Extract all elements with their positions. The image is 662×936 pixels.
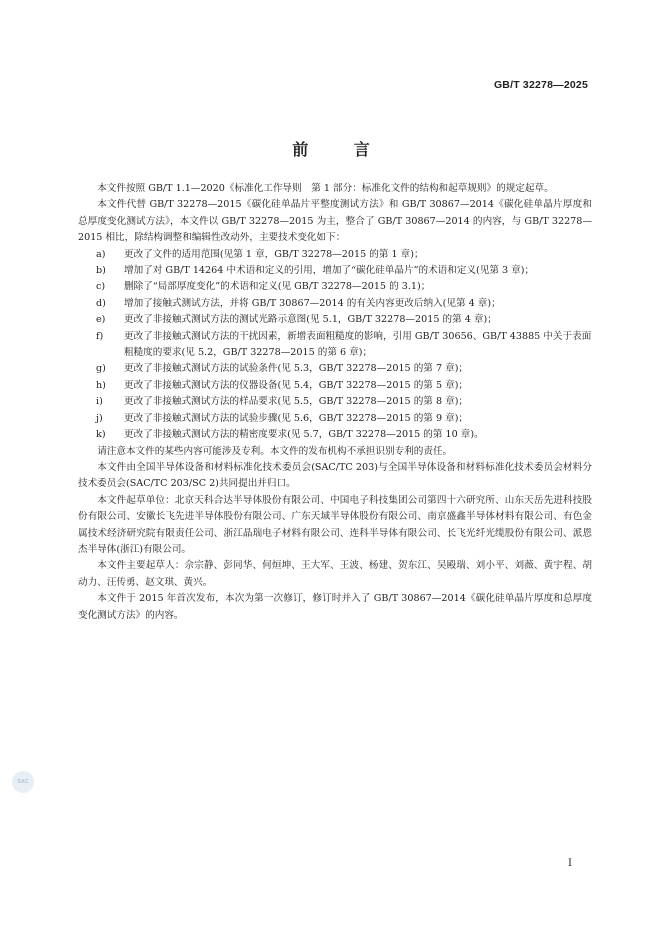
paragraph: 本文件代替 GB/T 32278—2015《碳化硅单晶片平整度测试方法》和 GB/T 30867—2014《碳化硅单晶片厚度和总厚度变化测试方法》，本文件以 GB/T 32278—2015 为主，整合了 GB/T 30867—2014 的内容，与 GB/T 32278—2015 相比，除结构调整和编辑性改动外，主要技术变化如下： — [78, 199, 592, 244]
list-item-text: 更改了非接触式测试方法的仪器设备(见 5.4，GB/T 32278—2015 的第 5 章)； — [124, 379, 469, 391]
list-item — [78, 411, 592, 427]
page-number: I — [568, 858, 572, 869]
list-item — [78, 247, 592, 263]
changes-list — [78, 247, 592, 444]
list-marker: a) — [96, 248, 106, 260]
list-marker: i) — [96, 396, 103, 408]
list-item — [78, 329, 592, 362]
list-marker: b) — [96, 265, 106, 277]
page-title: 前 言 — [292, 140, 390, 159]
list-marker: d) — [96, 297, 106, 309]
paragraph: 本文件主要起草人：佘宗静、彭同华、何烜坤、王大军、王波、杨建、贺东江、吴殿瑞、刘小平、刘薇、黄宇程、胡动力、汪传勇、赵文琪、黄兴。 — [78, 560, 592, 588]
list-item-text: 更改了文件的适用范围(见第 1 章，GB/T 32278—2015 的第 1 章)； — [124, 248, 424, 260]
list-marker: c) — [96, 281, 106, 293]
sac-watermark-logo: SAC — [12, 771, 34, 793]
paragraph: 本文件起草单位：北京天科合达半导体股份有限公司、中国电子科技集团公司第四十六研究所、山东天岳先进科技股份有限公司、安徽长飞先进半导体股份有限公司、广东天域半导体股份有限公司、南京盛鑫半导体材料有限公司、有色金属技术经济研究院有限责任公司、浙江晶瑞电子材料有限公司、连科半导体有限公司、长飞光纤光缆股份有限公司、派恩杰半导体(浙江)有限公司。 — [78, 494, 592, 555]
list-item — [78, 394, 592, 410]
list-item — [78, 296, 592, 312]
paragraph: 本文件按照 GB/T 1.1—2020《标准化工作导则 第 1 部分：标准化文件的结构和起草规则》的规定起草。 — [97, 183, 554, 194]
paragraph: 本文件于 2015 年首次发布，本次为第一次修订，修订时并入了 GB/T 30867—2014《碳化硅单晶片厚度和总厚度变化测试方法》的内容。 — [78, 593, 592, 621]
standard-number: GB/T 32278—2025 — [493, 79, 588, 91]
list-marker: f) — [96, 330, 104, 342]
list-item-text: 增加了对 GB/T 14264 中术语和定义的引用，增加了“碳化硅单晶片”的术语和定义(见第 3 章)； — [124, 265, 535, 277]
list-item — [78, 263, 592, 279]
list-marker: h) — [96, 379, 106, 391]
list-item-text: 更改了非接触式测试方法的精密度要求(见 5.7，GB/T 32278—2015 的第 10 章)。 — [124, 429, 484, 441]
list-item-text: 更改了非接触式测试方法的样品要求(见 5.5，GB/T 32278—2015 的第 8 章)； — [124, 396, 469, 408]
list-item-text: 更改了非接触式测试方法的干扰因素，新增表面粗糙度的影响，引用 GB/T 30656、GB/T 43885 中关于表面粗糙度的要求(见 5.2，GB/T 32278—2015 的第 6 章)； — [124, 330, 592, 359]
list-item — [78, 361, 592, 377]
list-marker: e) — [96, 314, 106, 326]
list-item-text: 更改了非接触式测试方法的试验步骤(见 5.6，GB/T 32278—2015 的第 9 章)； — [124, 412, 469, 424]
paragraph: 请注意本文件的某些内容可能涉及专利。本文件的发布机构不承担识别专利的责任。 — [97, 445, 453, 457]
list-item-text: 删除了“局部厚度变化”的术语和定义(见 GB/T 32278—2015 的 3.1)； — [124, 281, 431, 293]
list-item — [78, 378, 592, 394]
list-item-text: 更改了非接触式测试方法的试验条件(见 5.3，GB/T 32278—2015 的第 7 章)； — [124, 363, 469, 375]
list-marker: j) — [96, 412, 103, 424]
list-item-text: 更改了非接触式测试方法的测试光路示意图(见 5.1，GB/T 32278—2015 的第 4 章)； — [124, 314, 497, 326]
list-item-text: 增加了接触式测试方法，并将 GB/T 30867—2014 的有关内容更改后纳入(见第 4 章)； — [124, 297, 501, 309]
document-body — [78, 181, 592, 624]
paragraph: 本文件由全国半导体设备和材料标准化技术委员会(SAC/TC 203)与全国半导体设备和材料标准化技术委员会材料分技术委员会(SAC/TC 203/SC 2)共同提出并归口。 — [78, 461, 592, 490]
list-item — [78, 312, 592, 328]
list-marker: k) — [96, 429, 106, 441]
list-item — [78, 427, 592, 443]
list-item — [78, 279, 592, 295]
list-marker: g) — [96, 363, 106, 375]
